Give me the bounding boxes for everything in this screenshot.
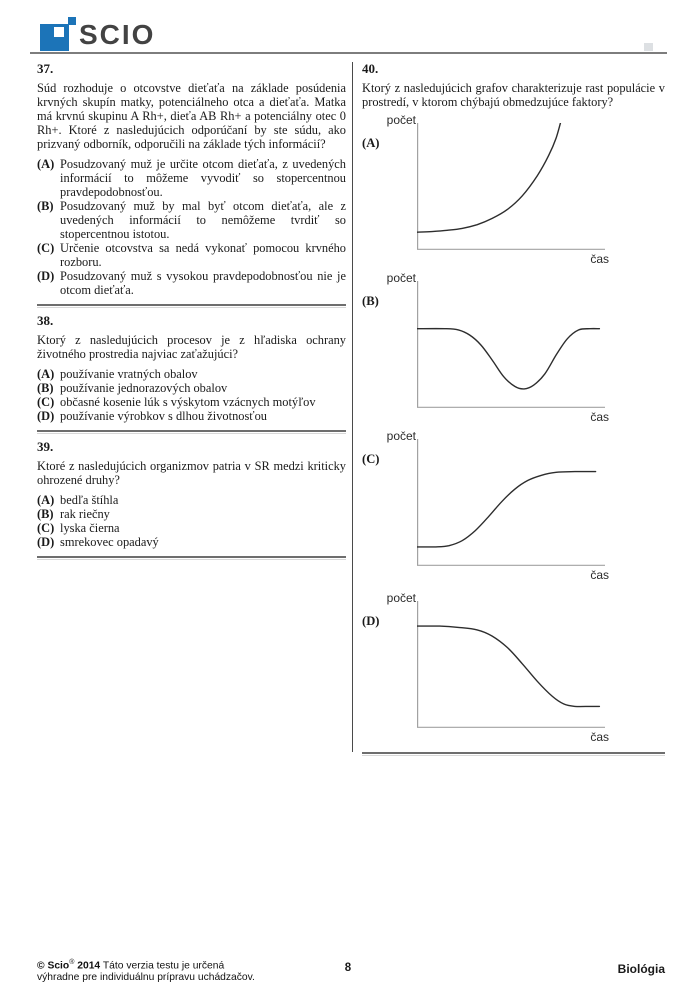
question-separator (37, 304, 346, 308)
option-text: Posudzovaný muž by mal byť otcom dieťaťa, ale z uvedených informácií to nemôžeme tvrdiť so stopercentnou istotou. (60, 199, 346, 241)
option-letter: (B) (37, 381, 54, 395)
right-column (362, 61, 665, 744)
option-letter: (C) (362, 452, 380, 466)
option-letter: (B) (37, 199, 54, 213)
logo-small-square-icon (68, 17, 76, 25)
option-text: smrekovec opadavý (60, 535, 159, 549)
question-38 (37, 314, 346, 434)
scio-logo (37, 13, 197, 53)
option-item (37, 521, 346, 535)
option-letter: (A) (37, 157, 55, 171)
x-axis-label: čas (590, 730, 609, 744)
option-letter: (C) (37, 395, 55, 409)
option-item (37, 199, 346, 241)
question-separator (37, 430, 346, 434)
option-item (37, 157, 346, 199)
header-rule (30, 52, 667, 54)
question-separator (37, 556, 346, 560)
option-text: Posudzovaný muž s vysokou pravdepodobnosťou nie je otcom dieťaťa. (60, 269, 346, 297)
page-number: 8 (344, 962, 352, 974)
option-letter: (B) (362, 294, 379, 308)
footer-subject: Biológia (617, 962, 665, 976)
question-separator (362, 752, 665, 756)
option-letter: (D) (37, 409, 55, 423)
option-text: používanie výrobkov s dlhou životnosťou (60, 409, 267, 423)
option-letter: (C) (37, 521, 55, 535)
option-item (37, 269, 346, 297)
option-letter: (B) (37, 507, 54, 521)
population-graph-d (417, 601, 605, 728)
y-axis-label: počet (386, 429, 416, 443)
question-37 (37, 62, 346, 308)
graph-option-b (362, 273, 665, 425)
page-corner-mark (644, 43, 653, 51)
question-number: 40. (362, 61, 379, 76)
option-text: používanie vratných obalov (60, 367, 198, 381)
options-list (37, 493, 346, 549)
option-text: používanie jednorazových obalov (60, 381, 228, 395)
column-divider (352, 62, 353, 752)
option-letter: (D) (37, 535, 55, 549)
option-item (37, 409, 346, 423)
option-item (37, 241, 346, 269)
option-item (37, 395, 346, 409)
option-letter: (D) (362, 614, 380, 628)
option-letter: (A) (362, 136, 380, 150)
graph-option-d (362, 593, 665, 745)
question-text: Súd rozhoduje o otcovstve dieťaťa na základe posúdenia krvných skupín matky, potenciálneho otca a dieťaťa. Matka má krvnú skupinu A Rh+, dieťa AB Rh+ a potenciálny otec 0 Rh+. Ktoré z nasledujúcich odporúčaní by ste súdu, ako prizvaný odborník, odporučili na základe tých informácií? (37, 81, 346, 151)
graph-option-a (362, 115, 665, 267)
options-list (37, 367, 346, 423)
population-graph-a (417, 123, 605, 250)
option-text: Určenie otcovstva sa nedá vykonať pomocou krvného rozboru. (60, 241, 346, 269)
y-axis-label: počet (386, 113, 416, 127)
population-graph-b (417, 281, 605, 408)
option-text: lyska čierna (60, 521, 120, 535)
option-text: rak riečny (60, 507, 110, 521)
option-letter: (D) (37, 269, 55, 283)
option-item (37, 535, 346, 549)
footer-line1: Táto verzia testu je určená (102, 960, 225, 972)
option-item (37, 381, 346, 395)
option-item (37, 507, 346, 521)
question-40 (362, 62, 665, 109)
footer-line2: výhradne pre individuálnu prípravu uchádzačov. (37, 971, 255, 983)
question-number: 39. (37, 439, 54, 454)
population-graph-c (417, 439, 605, 566)
x-axis-label: čas (590, 410, 609, 424)
option-text: Posudzovaný muž je určite otcom dieťaťa, z uvedených informácií to môžeme vyvodiť so stopercentnou pravdepodobnosťou. (60, 157, 346, 199)
option-item (37, 367, 346, 381)
left-column (37, 62, 346, 566)
graph-option-c (362, 431, 665, 583)
question-39 (37, 440, 346, 560)
option-letter: (C) (37, 241, 55, 255)
y-axis-label: počet (386, 271, 416, 285)
question-text: Ktoré z nasledujúcich organizmov patria v SR medzi kriticky ohrozené druhy? (37, 459, 346, 487)
option-text: bedľa štíhla (60, 493, 119, 507)
option-text: občasné kosenie lúk s výskytom vzácnych motýľov (60, 395, 316, 409)
option-item (37, 493, 346, 507)
x-axis-label: čas (590, 568, 609, 582)
question-text: Ktorý z nasledujúcich procesov je z hľadiska ochrany životného prostredia najviac zaťažujúci? (37, 333, 346, 361)
option-letter: (A) (37, 367, 55, 381)
question-text: Ktorý z nasledujúcich grafov charakterizuje rast populácie v prostredí, v ktorom chýbajú obmedzujúce faktory? (362, 81, 665, 109)
x-axis-label: čas (590, 252, 609, 266)
footer-copyright-bold: © Scio (37, 960, 70, 972)
question-number: 37. (37, 61, 54, 76)
logo-white-square-icon (54, 27, 64, 37)
registered-mark: ® (69, 959, 75, 966)
y-axis-label: počet (386, 591, 416, 605)
question-number: 38. (37, 313, 54, 328)
options-list (37, 157, 346, 297)
logo-text: SCIO (79, 19, 156, 50)
footer-year: 2014 (77, 960, 101, 972)
option-letter: (A) (37, 493, 55, 507)
